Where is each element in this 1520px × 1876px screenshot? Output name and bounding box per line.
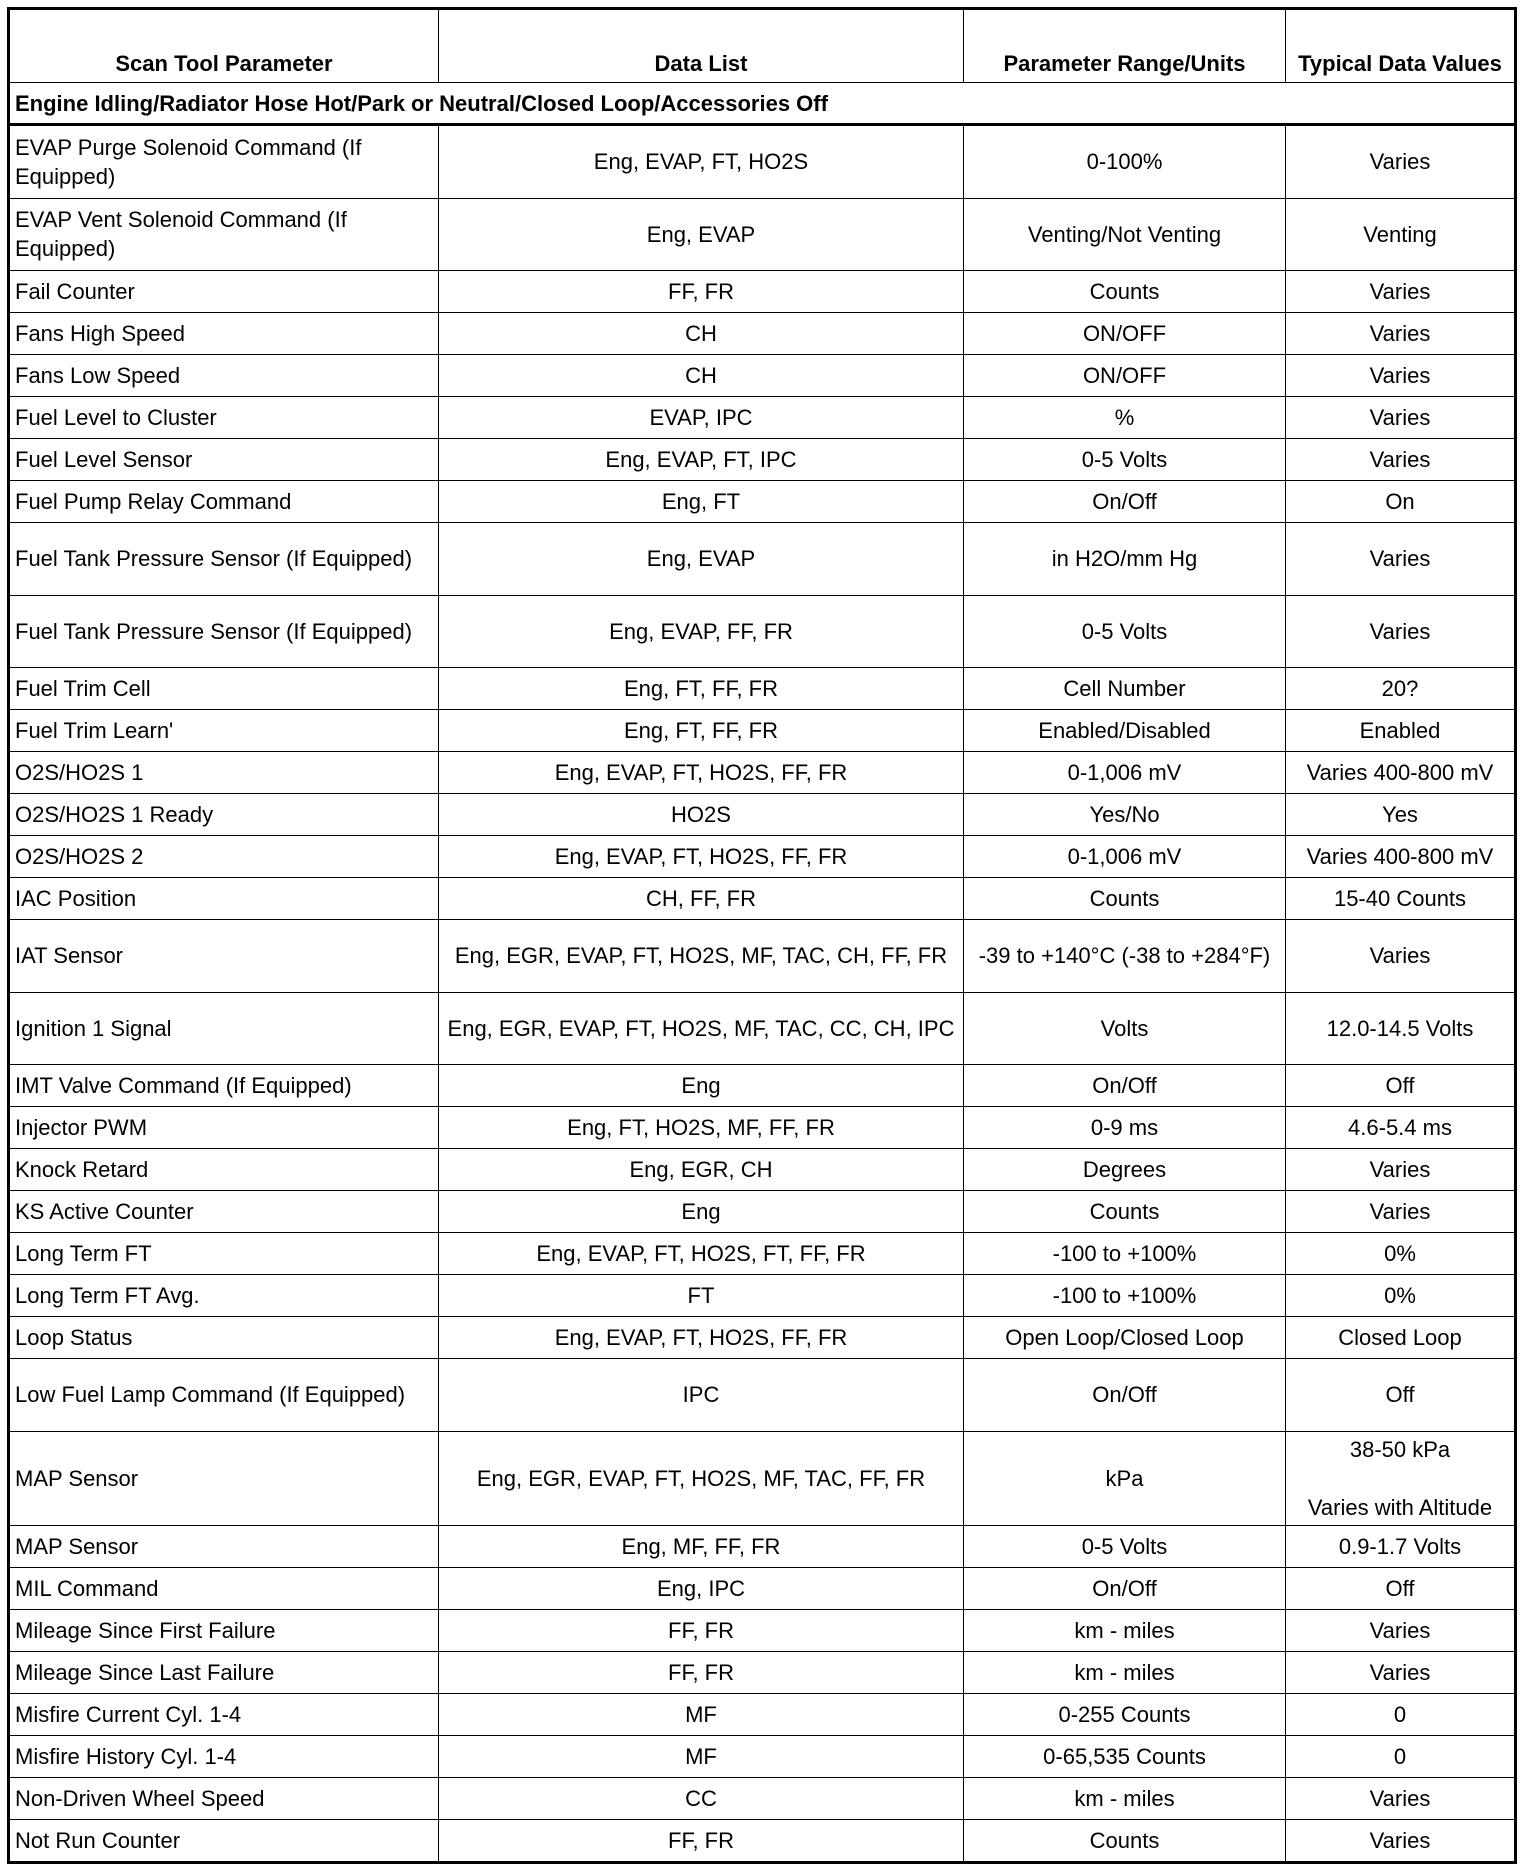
table-row xyxy=(9,439,1516,481)
typical-value-cell: 0% xyxy=(1286,1233,1516,1275)
parameter-cell: Mileage Since Last Failure xyxy=(9,1651,439,1693)
parameter-cell: Fuel Tank Pressure Sensor (If Equipped) xyxy=(9,523,439,596)
typical-value-cell: 0.9-1.7 Volts xyxy=(1286,1525,1516,1567)
table-row xyxy=(9,1609,1516,1651)
typical-value-cell: Varies 400-800 mV xyxy=(1286,836,1516,878)
parameter-cell: Not Run Counter xyxy=(9,1819,439,1862)
typical-value-cell: Off xyxy=(1286,1567,1516,1609)
table-row xyxy=(9,836,1516,878)
range-units-cell: Counts xyxy=(964,271,1286,313)
typical-value-cell: Varies xyxy=(1286,125,1516,199)
data-list-cell: Eng, EVAP, FF, FR xyxy=(439,595,964,668)
typical-value-cell: Varies xyxy=(1286,1191,1516,1233)
parameter-cell: Injector PWM xyxy=(9,1107,439,1149)
typical-value-cell: 0% xyxy=(1286,1275,1516,1317)
typical-value-cell: 4.6-5.4 ms xyxy=(1286,1107,1516,1149)
data-list-cell: Eng xyxy=(439,1191,964,1233)
table-row xyxy=(9,1819,1516,1862)
data-list-cell: HO2S xyxy=(439,794,964,836)
range-units-cell: 0-5 Volts xyxy=(964,1525,1286,1567)
range-units-cell: On/Off xyxy=(964,1567,1286,1609)
range-units-cell: 0-5 Volts xyxy=(964,439,1286,481)
table-row xyxy=(9,1431,1516,1525)
parameter-cell: Misfire History Cyl. 1-4 xyxy=(9,1735,439,1777)
table-row xyxy=(9,1149,1516,1191)
range-units-cell: Counts xyxy=(964,1191,1286,1233)
range-units-cell: km - miles xyxy=(964,1609,1286,1651)
data-list-cell: Eng, EVAP, FT, IPC xyxy=(439,439,964,481)
table-row xyxy=(9,355,1516,397)
table-row xyxy=(9,710,1516,752)
typical-value-cell: Varies 400-800 mV xyxy=(1286,752,1516,794)
table-row xyxy=(9,523,1516,596)
table-row xyxy=(9,198,1516,271)
data-list-cell: Eng, EVAP, FT, HO2S xyxy=(439,125,964,199)
range-units-cell: -100 to +100% xyxy=(964,1275,1286,1317)
range-units-cell: 0-9 ms xyxy=(964,1107,1286,1149)
range-units-cell: Volts xyxy=(964,992,1286,1065)
data-list-cell: Eng xyxy=(439,1065,964,1107)
range-units-cell: Enabled/Disabled xyxy=(964,710,1286,752)
range-units-cell: in H2O/mm Hg xyxy=(964,523,1286,596)
range-units-cell: kPa xyxy=(964,1431,1286,1525)
parameter-cell: Fail Counter xyxy=(9,271,439,313)
section-row xyxy=(9,83,1516,125)
range-units-cell: km - miles xyxy=(964,1777,1286,1819)
typical-value-cell: Varies xyxy=(1286,523,1516,596)
data-list-cell: Eng, EVAP xyxy=(439,198,964,271)
parameter-cell: Loop Status xyxy=(9,1317,439,1359)
table-row xyxy=(9,313,1516,355)
typical-value-cell: Varies xyxy=(1286,1651,1516,1693)
range-units-cell: ON/OFF xyxy=(964,313,1286,355)
typical-value-cell: 20? xyxy=(1286,668,1516,710)
data-list-cell: EVAP, IPC xyxy=(439,397,964,439)
header-typical-data-values: Typical Data Values xyxy=(1286,9,1516,83)
parameter-cell: Long Term FT xyxy=(9,1233,439,1275)
typical-value-cell: Varies xyxy=(1286,439,1516,481)
range-units-cell: Cell Number xyxy=(964,668,1286,710)
range-units-cell: On/Off xyxy=(964,481,1286,523)
data-list-cell: Eng, EGR, EVAP, FT, HO2S, MF, TAC, CC, CH, IPC xyxy=(439,992,964,1065)
data-list-cell: FF, FR xyxy=(439,1651,964,1693)
parameter-cell: Fuel Trim Learn' xyxy=(9,710,439,752)
parameter-cell: Fans High Speed xyxy=(9,313,439,355)
table-row xyxy=(9,1777,1516,1819)
typical-value-cell: Enabled xyxy=(1286,710,1516,752)
typical-value-cell: 0 xyxy=(1286,1735,1516,1777)
data-list-cell: Eng, FT, FF, FR xyxy=(439,710,964,752)
parameter-cell: Fuel Trim Cell xyxy=(9,668,439,710)
typical-value-cell: Off xyxy=(1286,1065,1516,1107)
typical-value-cell: Varies xyxy=(1286,1819,1516,1862)
table-row xyxy=(9,1065,1516,1107)
table-row xyxy=(9,1233,1516,1275)
range-units-cell: 0-100% xyxy=(964,125,1286,199)
data-list-cell: Eng, MF, FF, FR xyxy=(439,1525,964,1567)
typical-value-cell: 15-40 Counts xyxy=(1286,878,1516,920)
range-units-cell: km - miles xyxy=(964,1651,1286,1693)
data-list-cell: Eng, EGR, EVAP, FT, HO2S, MF, TAC, FF, FR xyxy=(439,1431,964,1525)
data-list-cell: CC xyxy=(439,1777,964,1819)
table-row xyxy=(9,920,1516,993)
data-list-cell: Eng, EVAP, FT, HO2S, FT, FF, FR xyxy=(439,1233,964,1275)
typical-value-cell: Venting xyxy=(1286,198,1516,271)
parameter-cell: Fuel Level to Cluster xyxy=(9,397,439,439)
parameter-cell: MAP Sensor xyxy=(9,1525,439,1567)
typical-value-cell: Varies xyxy=(1286,355,1516,397)
table-row xyxy=(9,397,1516,439)
typical-value-cell: Varies xyxy=(1286,397,1516,439)
parameter-cell: O2S/HO2S 2 xyxy=(9,836,439,878)
typical-value-cell: Varies xyxy=(1286,1777,1516,1819)
parameter-cell: MIL Command xyxy=(9,1567,439,1609)
table-row xyxy=(9,1191,1516,1233)
data-list-cell: FT xyxy=(439,1275,964,1317)
table-row xyxy=(9,1317,1516,1359)
scan-tool-data-table xyxy=(7,7,1517,1864)
parameter-cell: Non-Driven Wheel Speed xyxy=(9,1777,439,1819)
data-list-cell: Eng, EGR, EVAP, FT, HO2S, MF, TAC, CH, FF, FR xyxy=(439,920,964,993)
typical-value-cell: Varies xyxy=(1286,920,1516,993)
parameter-cell: Mileage Since First Failure xyxy=(9,1609,439,1651)
table-row xyxy=(9,1107,1516,1149)
data-list-cell: FF, FR xyxy=(439,1819,964,1862)
range-units-cell: 0-65,535 Counts xyxy=(964,1735,1286,1777)
parameter-cell: MAP Sensor xyxy=(9,1431,439,1525)
data-list-cell: Eng, FT, HO2S, MF, FF, FR xyxy=(439,1107,964,1149)
data-list-cell: MF xyxy=(439,1693,964,1735)
range-units-cell: Yes/No xyxy=(964,794,1286,836)
parameter-cell: Ignition 1 Signal xyxy=(9,992,439,1065)
typical-value-cell: Varies xyxy=(1286,595,1516,668)
table-row xyxy=(9,752,1516,794)
table-row xyxy=(9,125,1516,199)
range-units-cell: On/Off xyxy=(964,1065,1286,1107)
table-row xyxy=(9,1735,1516,1777)
typical-value-cell: Closed Loop xyxy=(1286,1317,1516,1359)
range-units-cell: 0-1,006 mV xyxy=(964,836,1286,878)
data-list-cell: Eng, FT xyxy=(439,481,964,523)
range-units-cell: 0-5 Volts xyxy=(964,595,1286,668)
parameter-cell: O2S/HO2S 1 Ready xyxy=(9,794,439,836)
typical-value-cell: Yes xyxy=(1286,794,1516,836)
typical-value-cell: On xyxy=(1286,481,1516,523)
range-units-cell: Open Loop/Closed Loop xyxy=(964,1317,1286,1359)
data-list-cell: Eng, EGR, CH xyxy=(439,1149,964,1191)
header-parameter-range-units: Parameter Range/Units xyxy=(964,9,1286,83)
table-row xyxy=(9,271,1516,313)
table-row xyxy=(9,668,1516,710)
typical-value-cell: 38-50 kPa Varies with Altitude xyxy=(1286,1431,1516,1525)
data-list-cell: Eng, EVAP, FT, HO2S, FF, FR xyxy=(439,752,964,794)
typical-value-cell: 12.0-14.5 Volts xyxy=(1286,992,1516,1065)
table-row xyxy=(9,1651,1516,1693)
parameter-cell: Fuel Level Sensor xyxy=(9,439,439,481)
table-row xyxy=(9,1567,1516,1609)
data-list-cell: CH xyxy=(439,313,964,355)
table-row xyxy=(9,1525,1516,1567)
parameter-cell: Fuel Pump Relay Command xyxy=(9,481,439,523)
table-row xyxy=(9,992,1516,1065)
header-data-list: Data List xyxy=(439,9,964,83)
data-list-cell: Eng, EVAP xyxy=(439,523,964,596)
range-units-cell: 0-1,006 mV xyxy=(964,752,1286,794)
typical-value-cell: Varies xyxy=(1286,271,1516,313)
parameter-cell: Fuel Tank Pressure Sensor (If Equipped) xyxy=(9,595,439,668)
parameter-cell: Low Fuel Lamp Command (If Equipped) xyxy=(9,1359,439,1432)
parameter-cell: Knock Retard xyxy=(9,1149,439,1191)
range-units-cell: Degrees xyxy=(964,1149,1286,1191)
table-row xyxy=(9,794,1516,836)
table-row xyxy=(9,1693,1516,1735)
header-scan-tool-parameter: Scan Tool Parameter xyxy=(9,9,439,83)
parameter-cell: Fans Low Speed xyxy=(9,355,439,397)
parameter-cell: IMT Valve Command (If Equipped) xyxy=(9,1065,439,1107)
data-list-cell: FF, FR xyxy=(439,271,964,313)
parameter-cell: EVAP Purge Solenoid Command (If Equipped) xyxy=(9,125,439,199)
parameter-cell: Long Term FT Avg. xyxy=(9,1275,439,1317)
range-units-cell: Counts xyxy=(964,1819,1286,1862)
parameter-cell: IAT Sensor xyxy=(9,920,439,993)
data-list-cell: CH xyxy=(439,355,964,397)
parameter-cell: IAC Position xyxy=(9,878,439,920)
typical-value-cell: Off xyxy=(1286,1359,1516,1432)
data-list-cell: Eng, EVAP, FT, HO2S, FF, FR xyxy=(439,836,964,878)
table-row xyxy=(9,1275,1516,1317)
range-units-cell: -39 to +140°C (-38 to +284°F) xyxy=(964,920,1286,993)
header-row xyxy=(9,9,1516,83)
range-units-cell: ON/OFF xyxy=(964,355,1286,397)
section-title: Engine Idling/Radiator Hose Hot/Park or Neutral/Closed Loop/Accessories Off xyxy=(9,83,1516,125)
range-units-cell: -100 to +100% xyxy=(964,1233,1286,1275)
data-list-cell: CH, FF, FR xyxy=(439,878,964,920)
typical-value-cell: Varies xyxy=(1286,1609,1516,1651)
table-row xyxy=(9,1359,1516,1432)
data-list-cell: FF, FR xyxy=(439,1609,964,1651)
data-list-cell: Eng, IPC xyxy=(439,1567,964,1609)
parameter-cell: Misfire Current Cyl. 1-4 xyxy=(9,1693,439,1735)
range-units-cell: Counts xyxy=(964,878,1286,920)
range-units-cell: % xyxy=(964,397,1286,439)
data-list-cell: Eng, FT, FF, FR xyxy=(439,668,964,710)
typical-value-cell: 0 xyxy=(1286,1693,1516,1735)
data-list-cell: IPC xyxy=(439,1359,964,1432)
parameter-cell: KS Active Counter xyxy=(9,1191,439,1233)
data-list-cell: MF xyxy=(439,1735,964,1777)
typical-value-cell: Varies xyxy=(1286,1149,1516,1191)
range-units-cell: Venting/Not Venting xyxy=(964,198,1286,271)
parameter-cell: EVAP Vent Solenoid Command (If Equipped) xyxy=(9,198,439,271)
range-units-cell: On/Off xyxy=(964,1359,1286,1432)
typical-value-cell: Varies xyxy=(1286,313,1516,355)
table-row xyxy=(9,595,1516,668)
range-units-cell: 0-255 Counts xyxy=(964,1693,1286,1735)
table-row xyxy=(9,481,1516,523)
parameter-cell: O2S/HO2S 1 xyxy=(9,752,439,794)
data-list-cell: Eng, EVAP, FT, HO2S, FF, FR xyxy=(439,1317,964,1359)
table-row xyxy=(9,878,1516,920)
